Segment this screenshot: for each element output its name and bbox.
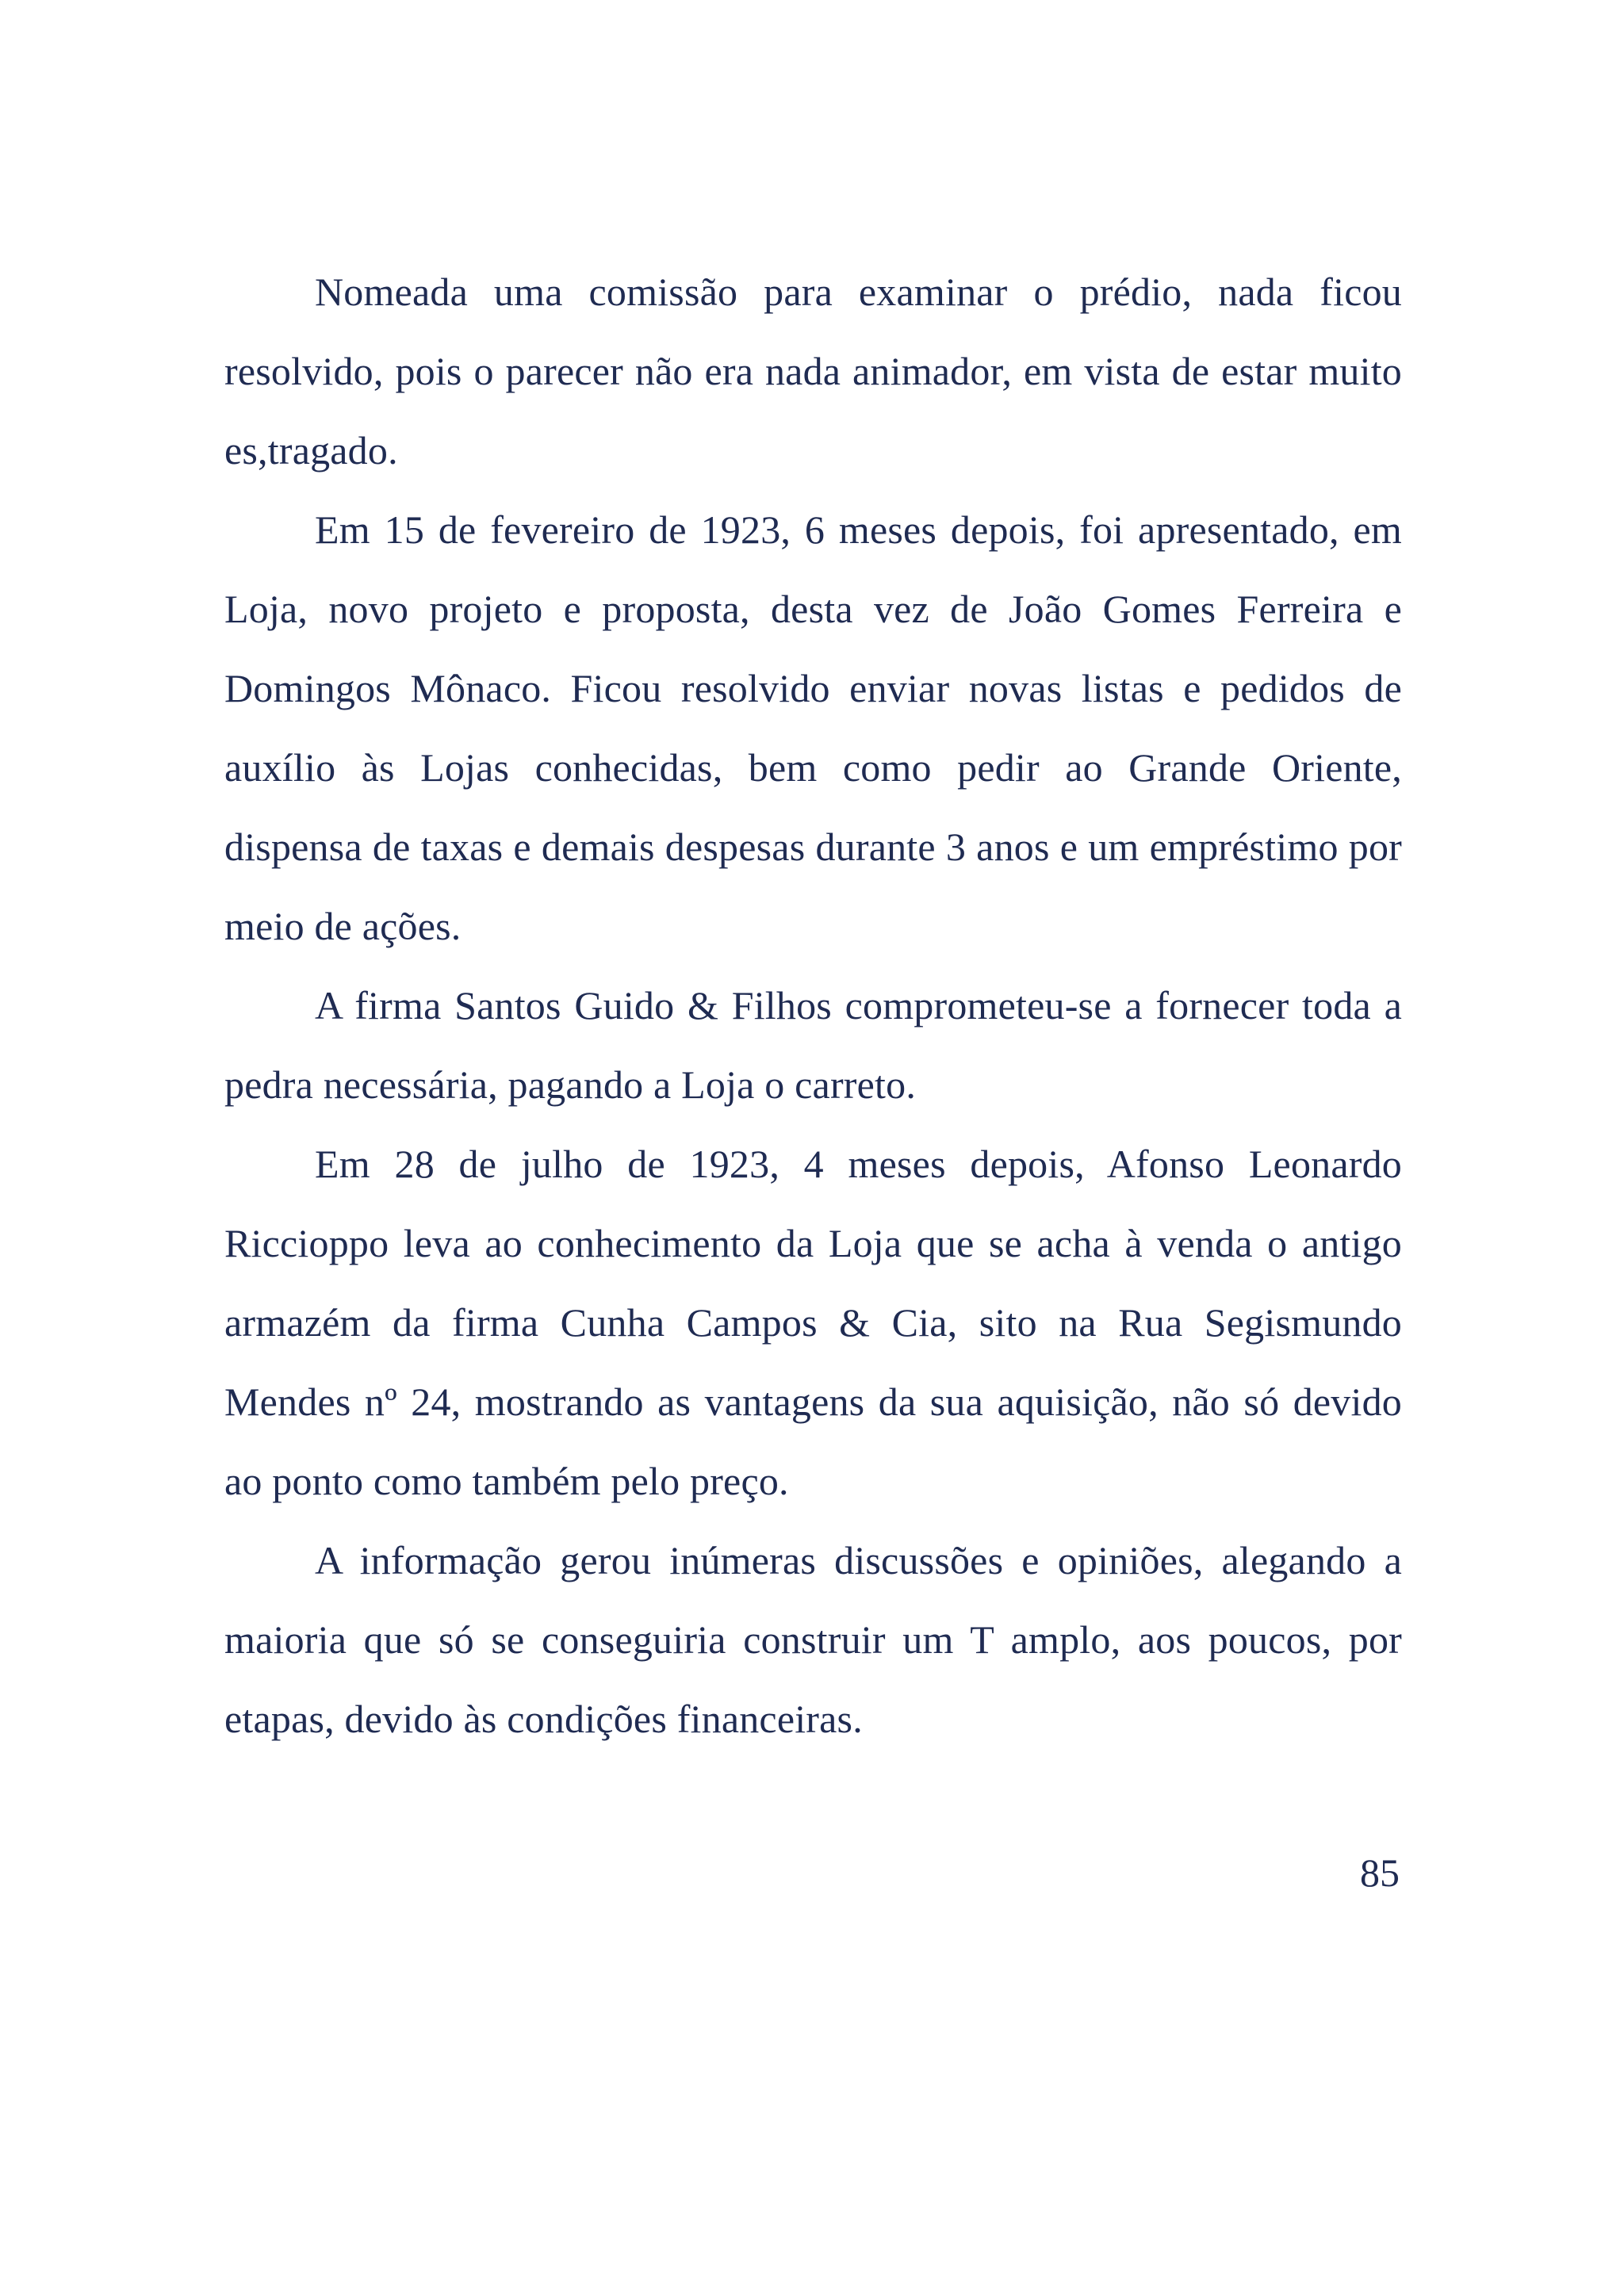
paragraph-4: Em 28 de julho de 1923, 4 meses depois, Afonso Leonardo Riccioppo leva ao conhecimento da Loja que se acha à venda o antigo armazém da firma Cunha Campos & Cia, sito na Rua Segismundo Mendes nº 24, mostrando as vantagens da sua aquisição, não só devido ao ponto como também pelo preço. xyxy=(224,1142,1402,1503)
paragraph-1: Nomeada uma comissão para examinar o prédio, nada ficou resolvido, pois o parecer não era nada animador, em vista de estar muito es,tragado. xyxy=(224,270,1402,473)
paragraph-3: A firma Santos Guido & Filhos comprometeu-se a fornecer toda a pedra necessária, pagando a Loja o carreto. xyxy=(224,983,1402,1107)
page-number: 85 xyxy=(1360,1850,1400,1895)
paragraph-5: A informação gerou inúmeras discussões e opiniões, alegando a maioria que só se conseguiria construir um T amplo, aos poucos, por etapas, devido às condições financeiras. xyxy=(224,1538,1402,1741)
paragraph-2: Em 15 de fevereiro de 1923, 6 meses depois, foi apresentado, em Loja, novo projeto e proposta, desta vez de João Gomes Ferreira e Domingos Mônaco. Ficou resolvido enviar novas listas e pedidos de auxílio às Lojas conhecidas, bem como pedir ao Grande Oriente, dispensa de taxas e demais despesas durante 3 anos e um empréstimo por meio de ações. xyxy=(224,507,1402,948)
body-text xyxy=(224,252,1402,1758)
